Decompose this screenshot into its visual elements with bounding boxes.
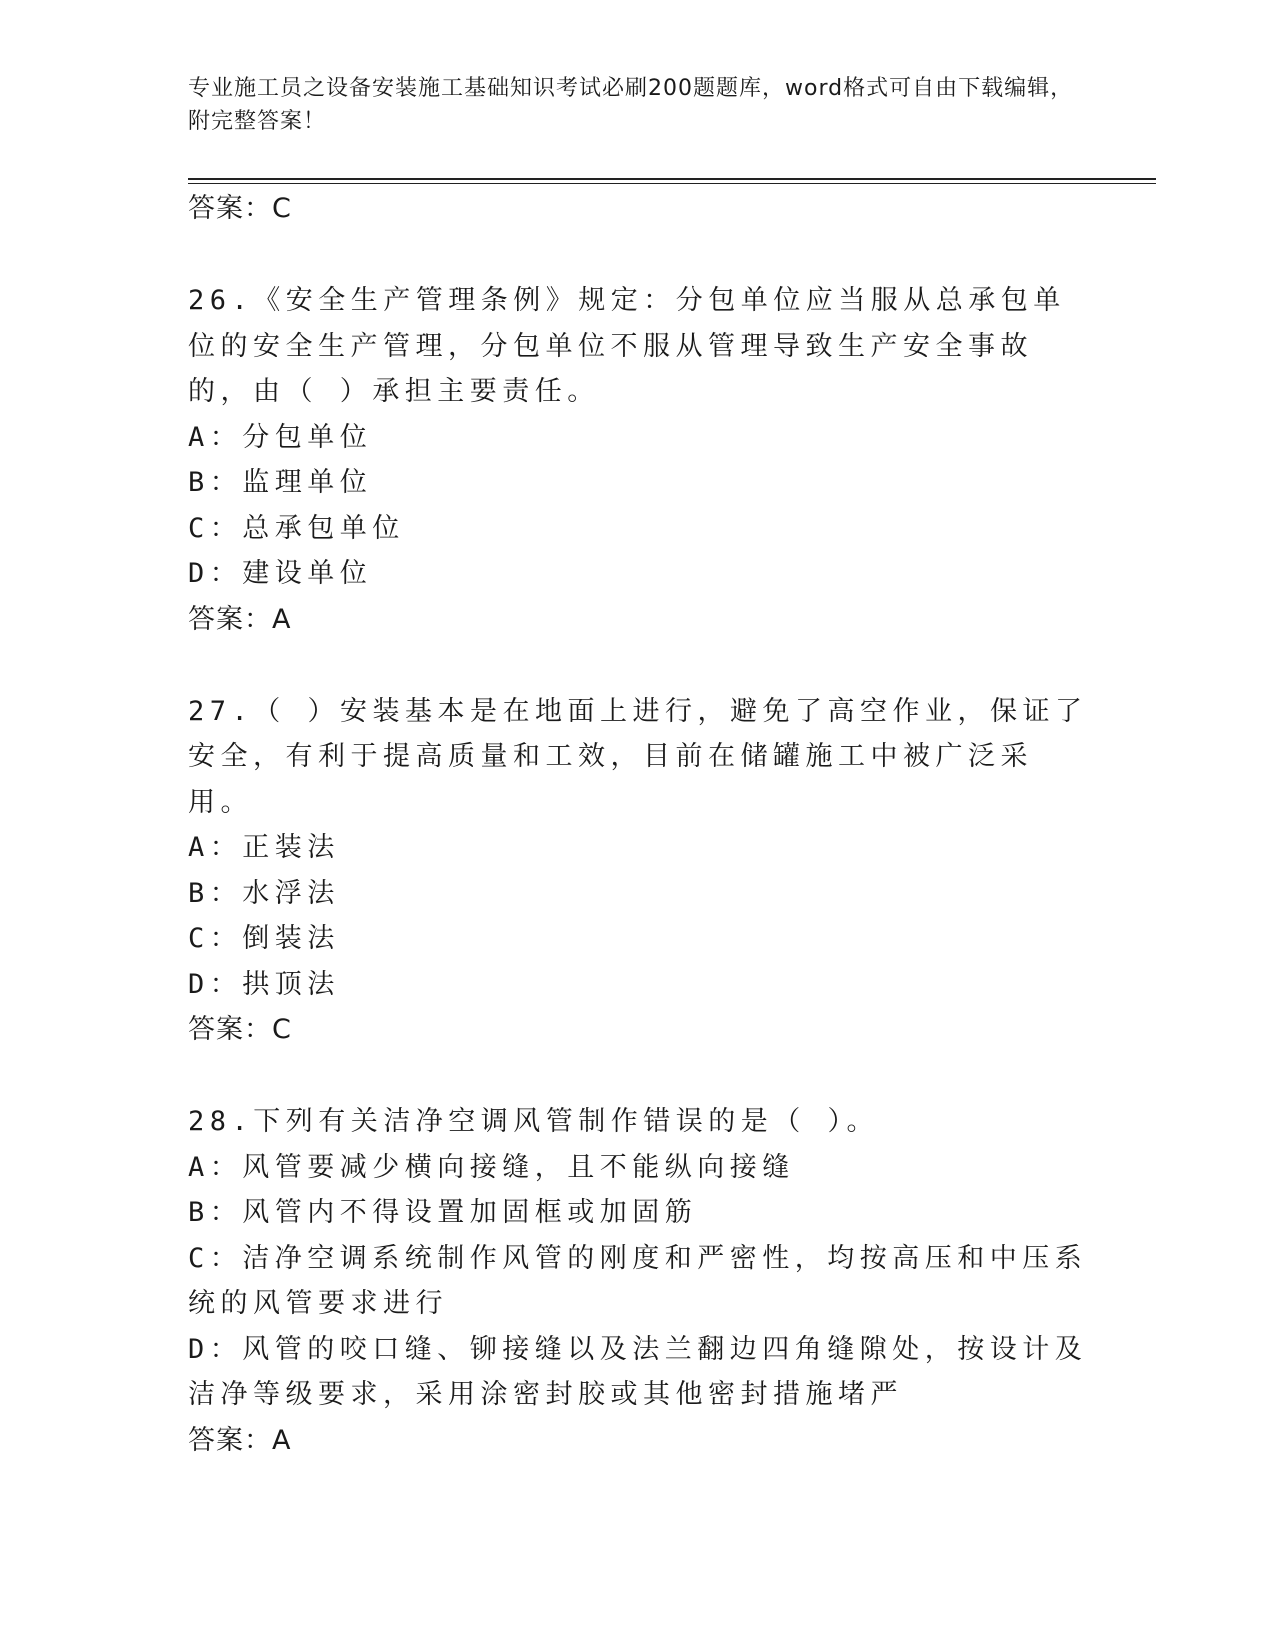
option-a: A：正装法	[188, 832, 340, 863]
answer-label: 答案：A	[188, 1424, 292, 1456]
header-divider-thick	[188, 178, 1156, 180]
question-28	[188, 1099, 1088, 1464]
option-b: B：风管内不得设置加固框或加固筋	[188, 1197, 698, 1228]
header-divider-thin	[188, 183, 1156, 184]
previous-answer: 答案：C	[188, 193, 292, 224]
question-stem: 26.《安全生产管理条例》规定：分包单位应当服从总承包单位的安全生产管理，分包单位不服从管理导致生产安全事故的，由（ ）承担主要责任。	[188, 285, 1066, 407]
option-d: D：拱顶法	[188, 968, 340, 1000]
question-26	[188, 278, 1088, 643]
question-27	[188, 689, 1088, 1054]
option-a: A：风管要减少横向接缝，且不能纵向接缝	[188, 1151, 795, 1183]
question-stem: 27.（ ）安装基本是在地面上进行，避免了高空作业，保证了安全，有利于提高质量和工效，目前在储罐施工中被广泛采用。	[188, 695, 1088, 818]
question-list	[188, 186, 1088, 1464]
question-stem: 28.下列有关洁净空调风管制作错误的是（ ）。	[188, 1106, 880, 1137]
option-b: B：监理单位	[188, 467, 373, 498]
option-c: C：总承包单位	[188, 512, 405, 544]
document-header: 专业施工员之设备安装施工基础知识考试必刷200题题库，word格式可自由下载编辑，附完整答案！	[188, 76, 1074, 134]
option-c: C：倒装法	[188, 923, 340, 954]
option-d: D：风管的咬口缝、铆接缝以及法兰翻边四角缝隙处，按设计及洁净等级要求，采用涂密封胶或其他密封措施堵严	[188, 1333, 1088, 1410]
answer-label: 答案：C	[188, 1014, 292, 1045]
answer-label: 答案：A	[188, 603, 292, 635]
option-a: A：分包单位	[188, 421, 373, 453]
option-d: D：建设单位	[188, 558, 373, 589]
option-b: B：水浮法	[188, 877, 340, 909]
option-c: C：洁净空调系统制作风管的刚度和严密性，均按高压和中压系统的风管要求进行	[188, 1242, 1088, 1319]
